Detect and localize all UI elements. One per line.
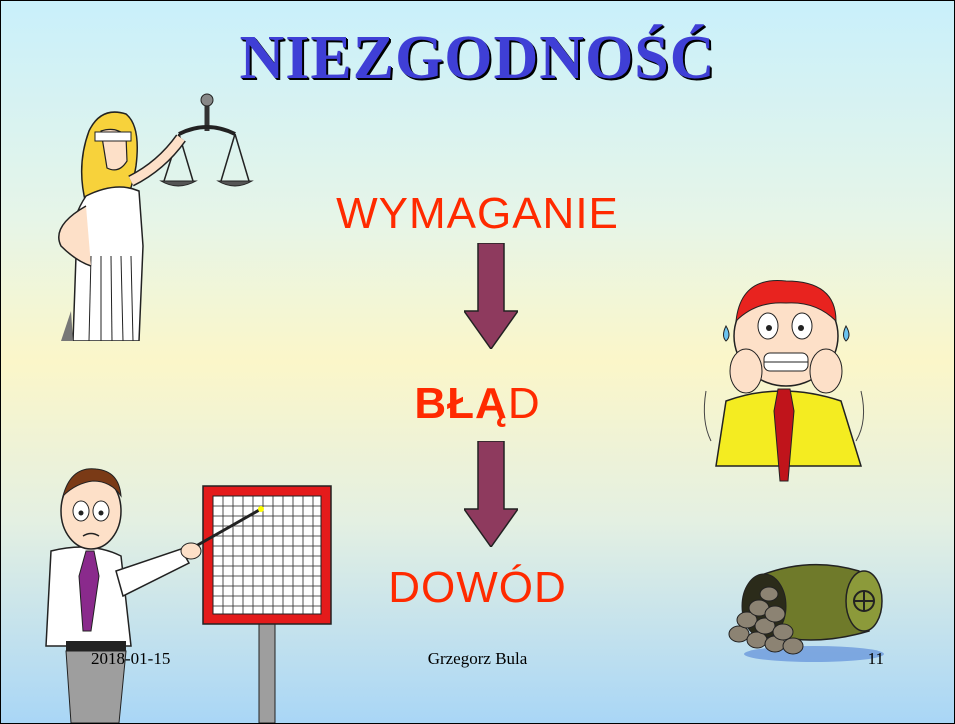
presenter-with-chart-clipart bbox=[31, 441, 341, 723]
footer-page-number: 11 bbox=[867, 649, 884, 668]
down-arrow-2 bbox=[464, 441, 518, 547]
word-error-bold-part: BŁĄ bbox=[414, 379, 508, 428]
slide-title: NIEZGODNOŚĆ bbox=[239, 24, 716, 92]
footer-date: 2018-01-15 bbox=[91, 649, 171, 668]
footer-author: Grzegorz Bula bbox=[427, 649, 528, 668]
word-error-rest: D bbox=[507, 379, 541, 428]
down-arrow-1 bbox=[464, 243, 518, 349]
scared-man-clipart bbox=[696, 271, 871, 486]
justice-statue-clipart bbox=[31, 86, 261, 341]
word-evidence: DOWÓD bbox=[388, 563, 567, 612]
word-requirement: WYMAGANIE bbox=[336, 189, 619, 238]
